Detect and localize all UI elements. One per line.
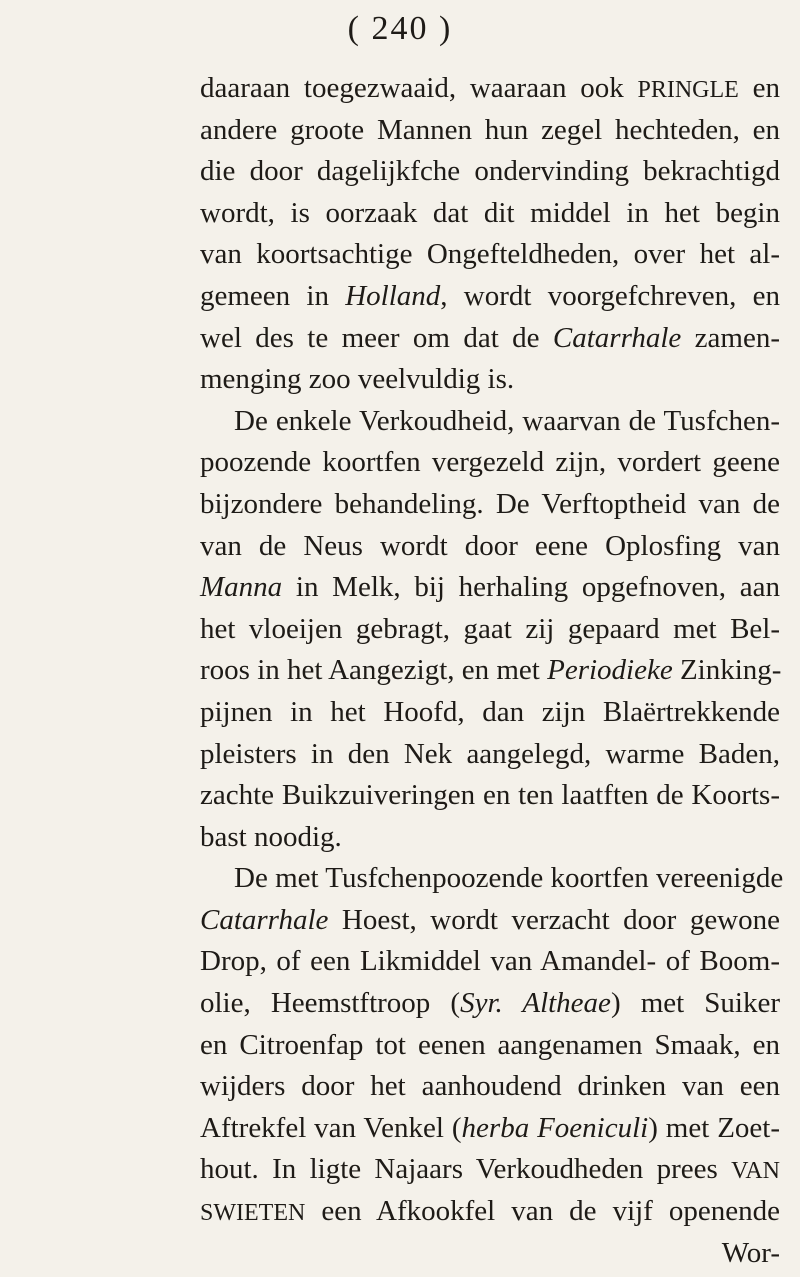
text-segment: olie, Heemstftroop (: [200, 987, 461, 1020]
text-segment: Holland: [345, 279, 441, 312]
text-segment: en Citroenfap tot eenen aangenamen Smaak, en: [200, 1028, 780, 1061]
text-segment: zamen-: [681, 321, 780, 354]
text-segment: die door dagelijkfche ondervinding bekrachtigd: [200, 155, 780, 188]
text-segment: daaraan toegezwaaid, waaraan ook: [200, 72, 638, 104]
page-number-header: ( 240 ): [347, 10, 453, 47]
text-line: [200, 484, 780, 526]
text-line: [200, 276, 780, 318]
text-segment: VAN: [731, 1158, 780, 1185]
text-segment: gemeen in: [200, 279, 346, 312]
body-text: [200, 68, 784, 1274]
text-line: [200, 775, 780, 817]
text-line: [200, 526, 780, 568]
text-segment: poozende koortfen vergezeld zijn, vordert geene: [200, 446, 780, 479]
text-line: [200, 1066, 780, 1108]
text-segment: Aftrekfel van Venkel (: [200, 1111, 462, 1144]
text-segment: zachte Buikzuiveringen en ten laatften de Koorts-: [200, 779, 780, 812]
text-segment: Syr. Altheae: [460, 987, 611, 1020]
text-line: [200, 401, 780, 443]
text-segment: menging zoo veelvuldig is.: [200, 363, 515, 396]
text-line: [200, 983, 780, 1025]
text-segment: ) met Suiker: [610, 987, 781, 1020]
text-segment: roos in het Aangezigt, en met: [200, 654, 548, 687]
text-line: [200, 941, 780, 983]
text-segment: Hoest, wordt verzacht door gewone: [328, 903, 780, 936]
text-line: [200, 234, 780, 276]
text-segment: Catarrhale: [200, 903, 329, 936]
text-segment: Zinking-: [672, 654, 782, 687]
text-segment: het vloeijen gebragt, gaat zij gepaard met Bel-: [200, 612, 780, 645]
text-segment: , wordt voorgefchreven, en: [440, 279, 781, 312]
text-segment: Wor-: [721, 1236, 780, 1269]
text-line: [200, 359, 780, 401]
text-line: [200, 68, 780, 110]
text-line: [200, 734, 780, 776]
text-line: [200, 110, 780, 152]
text-segment: van koortsachtige Ongefteldheden, over het al-: [200, 238, 780, 271]
text-segment: SWIETEN: [200, 1200, 306, 1227]
text-segment: bijzondere behandeling. De Verftoptheid van de: [200, 487, 780, 520]
text-segment: en: [738, 72, 780, 104]
text-segment: wordt, is oorzaak dat dit middel in het begin: [200, 196, 780, 229]
text-segment: bast noodig.: [200, 820, 342, 853]
text-line: [200, 650, 780, 692]
text-line: [200, 817, 780, 859]
text-line: [200, 609, 780, 651]
text-segment: Periodieke: [547, 654, 673, 687]
text-line: [200, 1025, 780, 1067]
text-segment: andere groote Mannen hun zegel hechteden, en: [200, 113, 780, 146]
text-line: [200, 1149, 780, 1191]
text-line: [200, 692, 780, 734]
text-segment: De enkele Verkoudheid, waarvan de Tusfchen-: [234, 404, 780, 437]
text-segment: wijders door het aanhoudend drinken van een: [200, 1070, 780, 1103]
text-segment: Drop, of een Likmiddel van Amandel- of Boom-: [200, 945, 780, 978]
text-segment: hout. In ligte Najaars Verkoudheden prees: [200, 1153, 732, 1186]
text-line: [200, 442, 780, 484]
text-line: [200, 151, 780, 193]
text-line: [200, 858, 784, 900]
text-segment: ) met Zoet-: [648, 1111, 780, 1144]
text-line: [200, 567, 780, 609]
text-line: [200, 900, 780, 942]
text-segment: pleisters in den Nek aangelegd, warme Baden,: [200, 737, 780, 770]
text-line: [200, 1191, 780, 1233]
text-segment: pijnen in het Hoofd, dan zijn Blaërtrekkende: [200, 695, 780, 728]
text-line: [200, 1108, 780, 1150]
text-line: [200, 193, 780, 235]
text-segment: wel des te meer om dat de: [200, 321, 553, 354]
text-segment: herba Foeniculi: [461, 1111, 649, 1144]
text-segment: in Melk, bij herhaling opgefnoven, aan: [282, 571, 780, 604]
text-segment: van de Neus wordt door eene Oplosfing van: [200, 529, 780, 562]
text-line: [200, 1233, 780, 1275]
text-segment: Catarrhale: [552, 321, 682, 354]
text-segment: De met Tusfchenpoozende koortfen vereenigde: [234, 862, 784, 895]
text-segment: PRINGLE: [637, 77, 739, 103]
text-segment: een Afkookfel van de vijf openende: [305, 1195, 780, 1228]
text-segment: Manna: [200, 571, 283, 604]
text-line: [200, 318, 780, 360]
